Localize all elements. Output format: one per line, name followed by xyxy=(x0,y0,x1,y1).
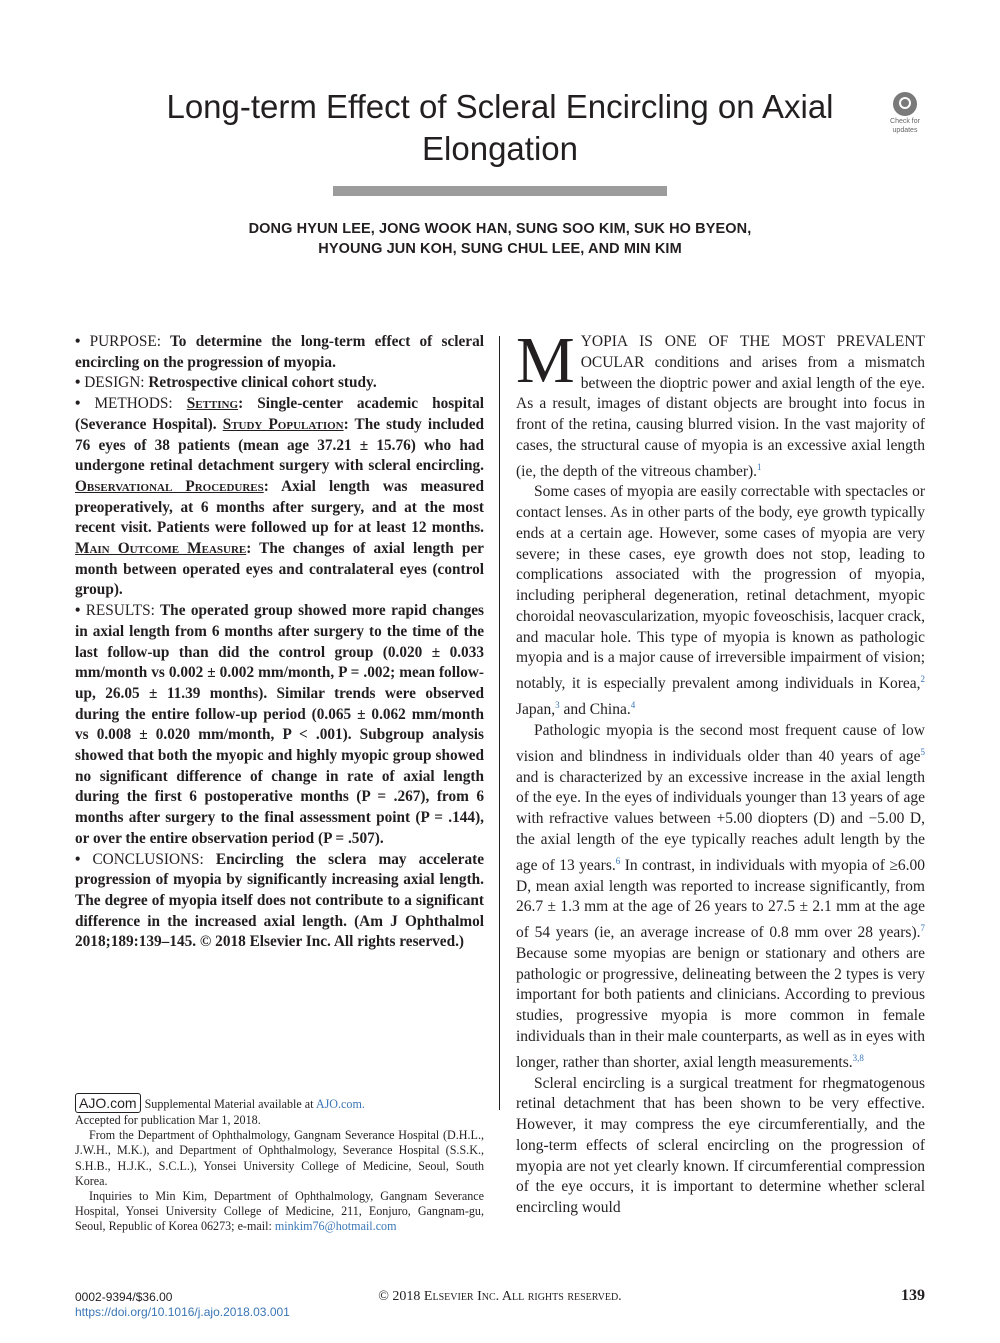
footnotes xyxy=(75,1093,484,1235)
body-text xyxy=(516,324,926,1219)
abstract xyxy=(75,332,484,953)
badge-line2: updates xyxy=(892,127,918,134)
authors-line1: DONG HYUN LEE, JONG WOOK HAN, SUNG SOO KIM, SUK HO BYEON, xyxy=(248,221,752,237)
ref-link[interactable]: 5 xyxy=(920,746,925,757)
page-number: 139 xyxy=(901,1287,925,1304)
author-list xyxy=(100,219,900,259)
ref-link[interactable]: 3 xyxy=(555,700,560,711)
abstract-results: • RESULTS: The operated group showed more rapid changes in axial length from 6 months after surgery to the time of the last follow-up than did the control group (0.020 ± 0.033 mm/month vs 0.002 ± 0.002 mm/month, P = .002; mean follow-up, 26.05 ± 11.39 months). Similar trends were observed during the entire follow-up period (0.065 ± 0.062 mm/month vs 0.008 ± 0.020 mm/month, P < .001). Subgroup analysis showed that both the myopic and highly myopic group showed no significant difference of change in rate of axial length during the first 6 postoperative months (P = .267), from 6 months after surgery to the final assessment point (P = .144), or over the entire observation period (P = .507). xyxy=(75,602,484,847)
ref-link[interactable]: 7 xyxy=(920,923,925,934)
inquiries: Inquiries to Min Kim, Department of Ophthalmology, Gangnam Severance Hospital, Yonsei University College of Medicine, 211, Eonjuro, Gangnam-gu, Seoul, Republic of Korea 06273; e-mail: minkim76@hotmail.com xyxy=(75,1189,484,1234)
badge-line1: Check for xyxy=(890,118,920,125)
abstract-conclusions: • CONCLUSIONS: Encircling the sclera may accelerate progression of myopia by significantly increasing axial length. The degree of myopia itself does not contribute to a significant difference in the increased axial length. (Am J Ophthalmol 2018;189:139–145. © 2018 Elsevier Inc. All rights reserved.) xyxy=(75,850,484,951)
accepted-date: Accepted for publication Mar 1, 2018. xyxy=(75,1113,261,1127)
bookmark-icon xyxy=(893,92,917,116)
article-title: Long-term Effect of Scleral Encircling on Axial Elongation xyxy=(166,88,834,167)
column-divider xyxy=(499,336,500,1110)
abstract-design: • DESIGN: Retrospective clinical cohort study. xyxy=(75,374,377,392)
paragraph-4: Scleral encircling is a surgical treatment for rhegmatogenous retinal detachment that has been shown to be very effective. However, it may compress the eye circumferentially, and the long-term effects of scleral encircling on the progression of myopia are not yet clearly known. If circumferential compression of the eye occurs, it is important to determine whether scleral encircling would xyxy=(516,1074,925,1217)
title-rule xyxy=(333,186,667,196)
paragraph-1: MYOPIA IS ONE OF THE MOST PREVALENT OCULAR conditions and arises from a mismatch between the dioptric power and axial length of the eye. As a result, images of distant objects are brought into focus in front of the retina, causing blurred vision. In the vast majority of cases, the structural cause of myopia is an excessive axial length (ie, the depth of the vitreous chamber).$^1$ xyxy=(516,324,926,480)
paragraph-3: Pathologic myopia is the second most frequent cause of low vision and blindness in individuals older than 40 years of age$^5$ and is characterized by an excessive increase in the axial length of the eye. In the eyes of individuals younger than 13 years of age with refractive values between +5.00 diopters (D) and −5.00 D, the axial length of the eye typically reaches adult length by the age of 13 years.$^6$ In contrast, in individuals with myopia of ≥6.00 D, mean axial length was reported to increase significantly, from 26.7 ± 1.3 mm at the age of 26 years to 27.5 ± 2.1 mm at the age of 54 years (ie, an average increase of 0.8 mm over 28 years).$^7$ Because some myopias are benign or stationary and others are pathologic or progressive, delineating between the 2 types is very important for both patients and clinicians. According to previous studies, progressive myopia is more common in female individuals than in their male counterparts, as well as in eyes with longer, rather than shorter, axial length measurements.$^{3,8}$ xyxy=(516,721,926,1071)
abstract-purpose: • PURPOSE: To determine the long-term effect of scleral encircling on the progression of myopia. xyxy=(75,333,484,371)
ref-link[interactable]: 4 xyxy=(630,700,636,711)
ref-link[interactable]: 2 xyxy=(920,674,925,685)
drop-cap: M xyxy=(516,324,575,397)
footer-copyright: © 2018 Elsevier Inc. All rights reserved. xyxy=(378,1289,622,1304)
issn: 0002-9394/$36.00 xyxy=(75,1290,173,1304)
ref-link[interactable]: 6 xyxy=(615,855,621,866)
authors-line2: HYOUNG JUN KOH, SUNG CHUL LEE, AND MIN KIM xyxy=(318,241,682,257)
ref-link[interactable]: 1 xyxy=(757,461,762,472)
affiliation: From the Department of Ophthalmology, Gangnam Severance Hospital (D.H.L., J.W.H., M.K.), and Department of Ophthalmology, Severance Hospital (S.S.K., S.H.B., H.J.K., S.C.L.), Yonsei University College of Medicine, Seoul, South Korea. xyxy=(75,1128,484,1188)
ref-link[interactable]: 3,8 xyxy=(852,1052,864,1063)
check-for-updates-badge[interactable] xyxy=(882,92,928,132)
abstract-methods: • METHODS: Setting: Single-center academic hospital (Severance Hospital). Study Population: The study included 76 eyes of 38 patients (mean age 37.21 ± 15.76) who had undergone retinal detachment surgery with scleral encircling. Observational Procedures: Axial length was measured preoperatively, at 6 months after surgery, and at the most recent visit. Patients were followed up for at least 12 months. Main Outcome Measure: The changes of axial length per month between operated eyes and contralateral eyes (control group). xyxy=(75,395,485,599)
ajo-link[interactable]: AJO.com. xyxy=(315,1097,365,1111)
supplemental-note: AJO.com Supplemental Material available at AJO.com. xyxy=(75,1093,484,1113)
doi-link[interactable]: https://doi.org/10.1016/j.ajo.2018.03.001 xyxy=(75,1305,290,1319)
paragraph-2: Some cases of myopia are easily correctable with spectacles or contact lenses. As in other parts of the body, eye growth typically ends at a certain age. However, some cases of myopia are very severe; in these cases, eye growth does not stop, leading to complications associated with the progression of myopia, including peripheral degeneration, retinal detachment, myopic choroidal neovascularization, myopic foveoschisis, lacquer crack, and macular hole. This type of myopia is known as pathologic myopia and is a major cause of irreversible impairment of vision; notably, it is especially prevalent among individuals in Korea,$^2$ Japan,$^3$ and China.$^4$ xyxy=(516,483,925,719)
footer-left xyxy=(75,1290,290,1320)
email-link[interactable]: minkim76@hotmail.com xyxy=(274,1219,397,1234)
ajo-logo[interactable]: AJO.com xyxy=(75,1093,141,1113)
